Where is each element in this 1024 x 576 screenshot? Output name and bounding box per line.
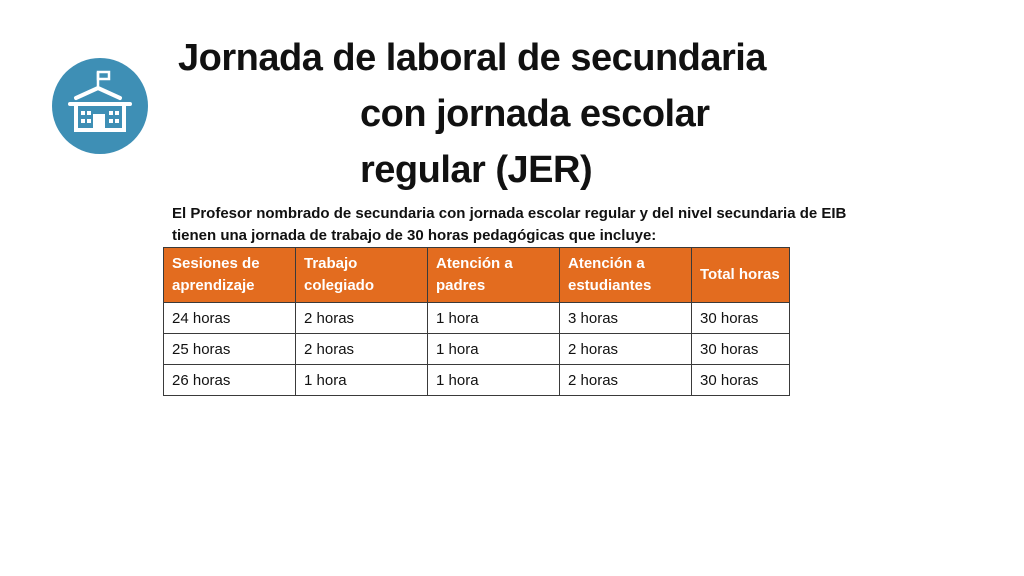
table-header-row bbox=[164, 248, 790, 303]
table-cell: 1 hora bbox=[428, 365, 560, 396]
table-cell: 1 hora bbox=[296, 365, 428, 396]
table-row bbox=[164, 334, 790, 365]
header-trabajo-colegiado: Trabajo colegiado bbox=[296, 248, 428, 303]
table-cell: 2 horas bbox=[560, 334, 692, 365]
table-cell: 26 horas bbox=[164, 365, 296, 396]
table-cell: 2 horas bbox=[296, 334, 428, 365]
table-cell: 25 horas bbox=[164, 334, 296, 365]
header-total-horas: Total horas bbox=[692, 248, 790, 303]
table-cell: 1 hora bbox=[428, 303, 560, 334]
school-building-icon bbox=[52, 58, 148, 154]
table-cell: 24 horas bbox=[164, 303, 296, 334]
table-row bbox=[164, 365, 790, 396]
table-cell: 2 horas bbox=[560, 365, 692, 396]
table-cell: 3 horas bbox=[560, 303, 692, 334]
title-line-3: regular (JER) bbox=[360, 149, 593, 191]
header-sesiones: Sesiones de aprendizaje bbox=[164, 248, 296, 303]
page-title bbox=[178, 30, 878, 198]
hours-table bbox=[163, 247, 790, 396]
title-line-2: con jornada escolar bbox=[360, 93, 710, 135]
title-line-1: Jornada de laboral de secundaria bbox=[178, 37, 766, 79]
header-atencion-padres: Atención a padres bbox=[428, 248, 560, 303]
intro-paragraph: El Profesor nombrado de secundaria con jornada escolar regular y del nivel secundaria de EIB tienen una jornada de trabajo de 30 horas pedagógicas que incluye: bbox=[172, 205, 847, 244]
table-cell: 30 horas bbox=[692, 365, 790, 396]
table-cell: 2 horas bbox=[296, 303, 428, 334]
table-cell: 30 horas bbox=[692, 303, 790, 334]
table-cell: 1 hora bbox=[428, 334, 560, 365]
table-cell: 30 horas bbox=[692, 334, 790, 365]
table-row bbox=[164, 303, 790, 334]
header-atencion-estudiantes: Atención a estudiantes bbox=[560, 248, 692, 303]
